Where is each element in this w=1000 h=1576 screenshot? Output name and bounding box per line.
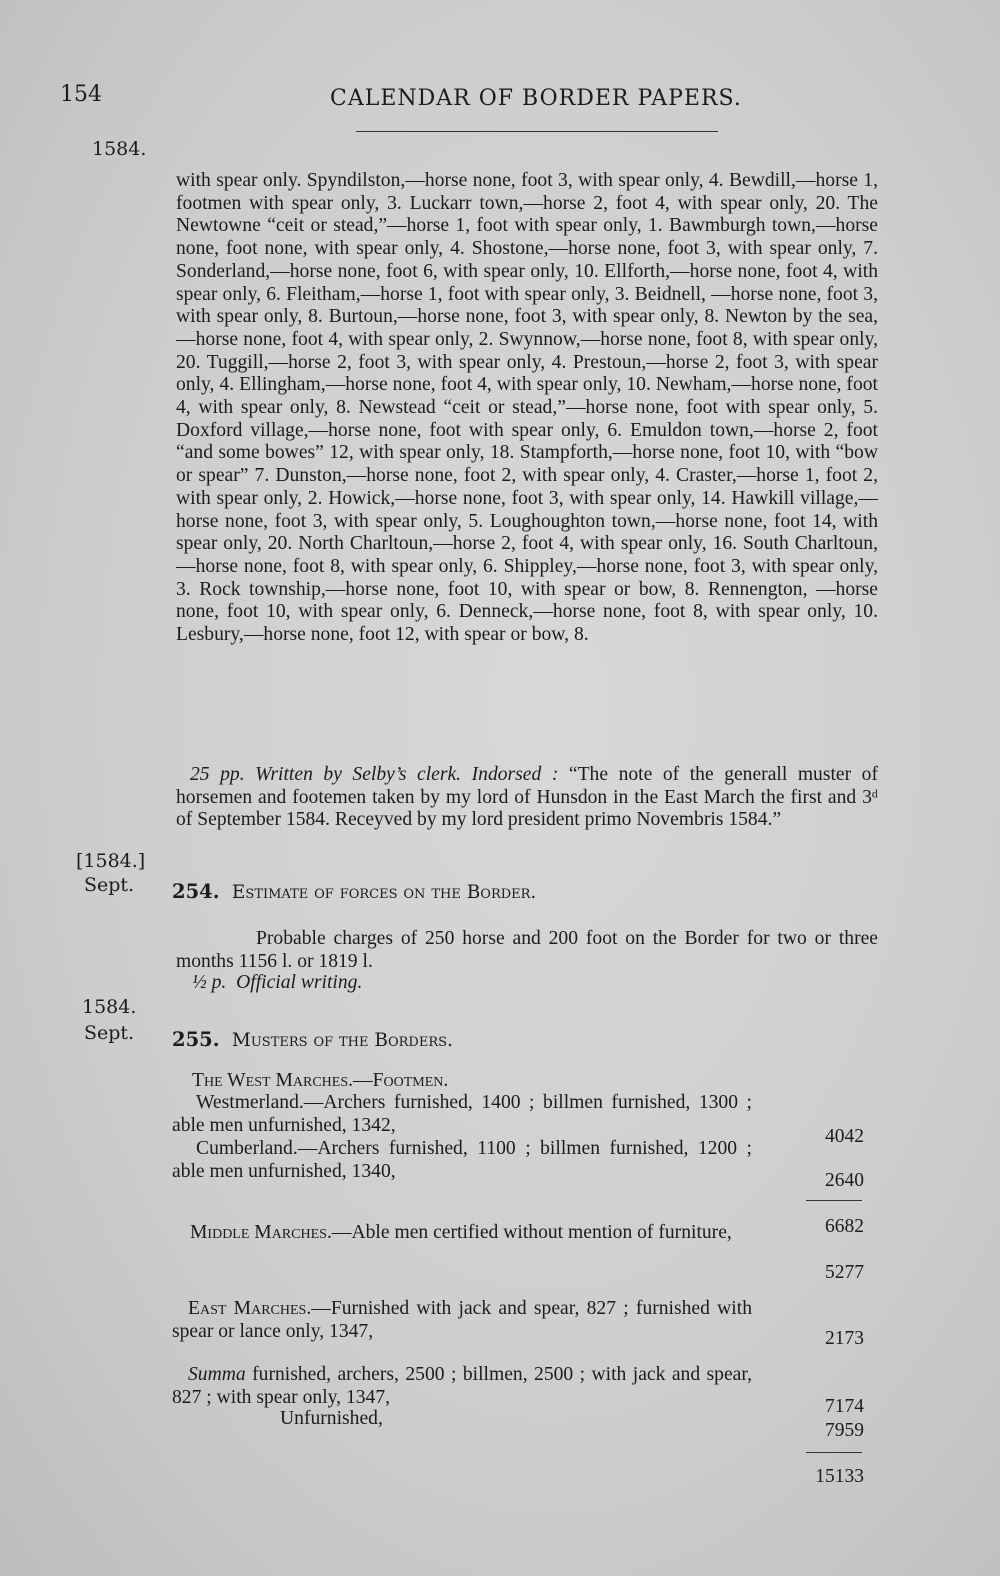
east-marches-total: 2173: [825, 1328, 864, 1349]
muster-continuation: with spear only. Spyndilston,—horse none, foot 3, with spear only, 4. Bewdill,—horse 1, footmen with spear only, 3. Luckarr town,—horse 2, foot 4, with spear only, 20. The Newtowne “ceit or stead,”—horse 1, foot with spear only, 1. Bawmburgh town,—horse none, foot none, with spear only, 4. Shostone,—horse none, foot 3, with spear only, 7. Sonderland,—horse none, foot 6, with spear only, 10. Ellforth,—horse none, foot 4, with spear only, 6. Fleitham,—horse 1, foot with spear only, 3. Beidnell, —horse none, foot 3, with spear only, 8. Burtoun,—horse none, foot 3, with spear only, 8. Newton by the sea,—horse none, foot 4, with spear only, 2. Swynnow,—horse none, foot 8, with spear only, 20. Tuggill,—horse 2, foot 3, with spear only, 4. Prestoun,—horse 2, foot 3, with spear only, 4. Ellingham,—horse none, foot 4, with spear only, 10. Newham,—horse none, foot 4, with spear only, 8. Newstead “ceit or stead,”—horse none, foot with spear only, 5. Doxford village,—horse none, foot with spear only, 6. Emuldon town,—horse 2, foot “and some bowes” 12, with spear only, 18. Stampforth,—horse none, foot 10, with “bow or spear” 7. Dunston,—horse none, foot 2, with spear only, 4. Craster,—horse 1, foot 2, with spear only, 2. Howick,—horse none, foot 3, with spear only, 14. Hawkill village,—horse none, foot 3, with spear only, 5. Loughoughton town,—horse none, foot 14, with spear only, 20. North Charltoun,—horse 2, foot 4, with spear only, 16. South Charltoun,—horse none, foot 8, with spear only, 6. Shippley,—horse none, foot 3, with spear only, 3. Rock township,—horse none, foot 10, with spear or bow, 8. Rennengton, —horse none, foot 10, with spear only, 6. Denneck,—horse none, foot 8, with spear only, 10. Lesbury,—horse none, foot 12, with spear or bow, 8.: [176, 170, 878, 646]
summa-label: Summa: [188, 1364, 246, 1385]
unfurnished-label: Unfurnished,: [280, 1408, 383, 1429]
entry-254-note: [192, 972, 362, 995]
page-number: 154: [60, 82, 102, 107]
westmerland-line: Westmerland.—Archers furnished, 1400 ; billmen furnished, 1300 ; able men unfurnished, 1342,: [172, 1092, 752, 1136]
grand-total: 15133: [815, 1466, 864, 1487]
header-rule: [356, 131, 718, 132]
written-by: Written by Selby’s clerk.: [255, 764, 462, 785]
written-by: Official writing.: [236, 972, 363, 993]
entry-255-heading: [172, 1028, 453, 1051]
entry-number: 254.: [172, 880, 220, 903]
cumberland-total: 2640: [825, 1170, 864, 1191]
margin-date-254-month: Sept.: [84, 874, 135, 896]
summa-total: 7174: [825, 1396, 864, 1417]
margin-date-254-year: [1584.]: [76, 850, 146, 872]
middle-marches-heading: Middle Marches.: [190, 1222, 332, 1243]
running-title: CALENDAR OF BORDER PAPERS.: [330, 86, 742, 111]
margin-date-255-month: Sept.: [84, 1022, 135, 1044]
east-marches-heading: East Marches.: [188, 1298, 312, 1319]
indorsed-label: Indorsed :: [471, 764, 559, 785]
entry-254-text: Probable charges of 250 horse and 200 foot on the Border for two or three months 1156 l. or 1819 l.: [176, 928, 878, 972]
east-marches-line: [172, 1298, 752, 1343]
west-marches-total: 6682: [825, 1216, 864, 1237]
summa-line: [172, 1364, 752, 1409]
east-marches-text: —Furnished with jack and spear, 827 ; furnished with spear or lance only, 1347,: [172, 1298, 752, 1342]
summa-text: furnished, archers, 2500 ; billmen, 2500 ; with jack and spear, 827 ; with spear only, 1347,: [172, 1364, 752, 1408]
middle-marches-total: 5277: [825, 1262, 864, 1283]
indorsement-text: “The note of the generall muster of horsemen and footemen taken by my lord of Hunsdon in the East March the first and 3ᵈ of September 1584. Receyved by my lord president primo Novembris 1584.”: [176, 764, 879, 831]
cumberland-line: Cumberland.—Archers furnished, 1100 ; billmen furnished, 1200 ; able men unfurnished, 1340,: [172, 1138, 752, 1182]
margin-year: 1584.: [92, 138, 147, 160]
middle-marches-line: [172, 1222, 752, 1245]
entry-title: Estimate of forces on the Border.: [231, 882, 537, 903]
middle-marches-text: —Able men certified without mention of furniture,: [331, 1222, 732, 1243]
entry-number: 255.: [172, 1028, 220, 1051]
unfurnished-total: 7959: [825, 1420, 864, 1441]
entry-254-heading: [172, 880, 536, 903]
entry-253-note: [176, 764, 878, 832]
grand-total-rule: [806, 1452, 862, 1453]
entry-title: Musters of the Borders.: [231, 1030, 453, 1051]
margin-date-255-year: 1584.: [82, 996, 137, 1018]
pages-count: 25 pp.: [190, 764, 245, 785]
total-rule: [806, 1200, 862, 1201]
west-marches-heading: The West Marches.—Footmen.: [192, 1070, 449, 1091]
westmerland-total: 4042: [825, 1126, 864, 1147]
pages-count: ½ p.: [192, 972, 227, 993]
